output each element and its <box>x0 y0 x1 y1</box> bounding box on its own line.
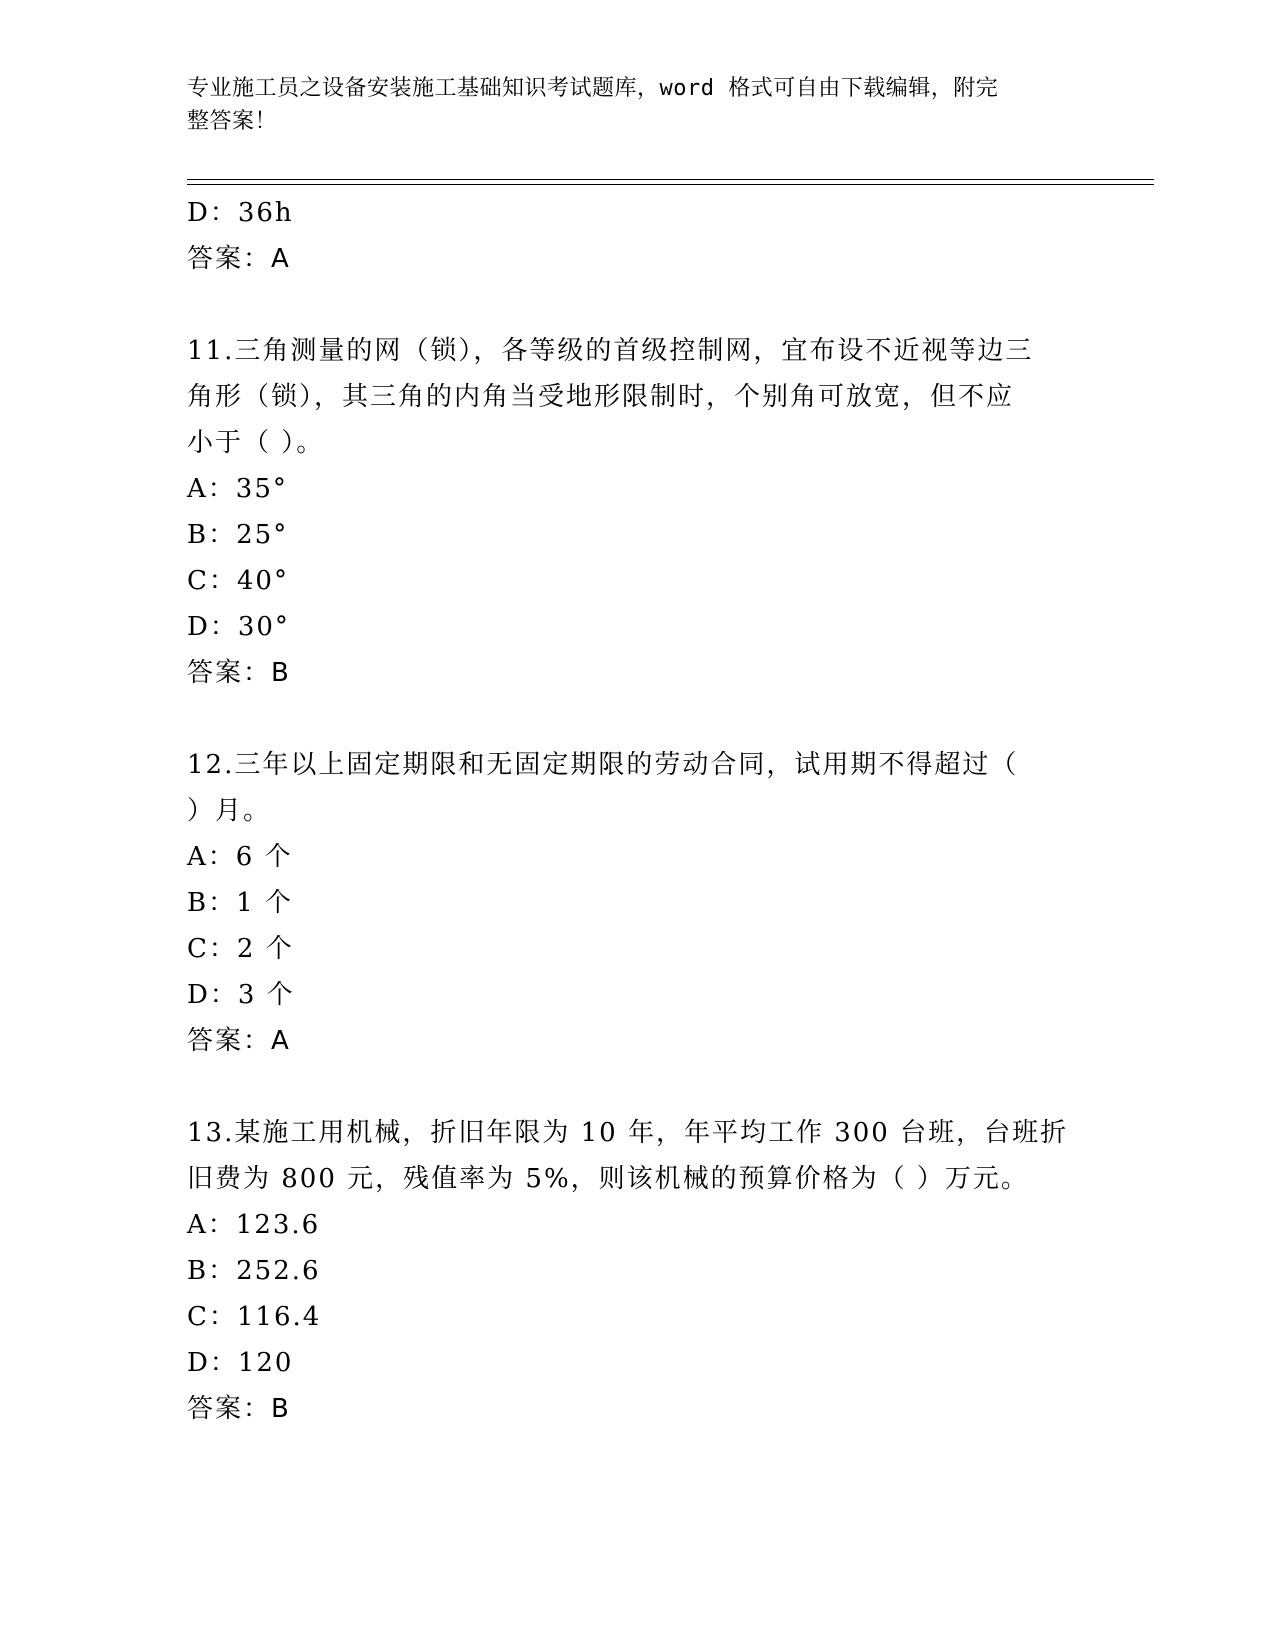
q11-option-d: D：30° <box>187 612 290 642</box>
q13-option-d: D：120 <box>187 1348 294 1378</box>
q11-stem-line-1: 11.三角测量的网（锁），各等级的首级控制网，宜布设不近视等边三 <box>187 336 1034 366</box>
header-line-1: 专业施工员之设备安装施工基础知识考试题库，word 格式可自由下载编辑，附完 <box>187 76 999 101</box>
q13-option-b: B：252.6 <box>187 1256 321 1286</box>
q12-option-b: B：1 个 <box>187 888 293 918</box>
q13-stem-line-2: 旧费为 800 元，残值率为 5%，则该机械的预算价格为（ ）万元。 <box>187 1164 1029 1194</box>
q13-answer: 答案：B <box>187 1394 291 1424</box>
q11-option-a: A：35° <box>187 474 288 504</box>
spacer <box>187 696 1087 742</box>
q11-option-c: C：40° <box>187 566 289 596</box>
question-12 <box>187 742 1087 1064</box>
q12-stem-line-1: 12.三年以上固定期限和无固定期限的劳动合同，试用期不得超过（ <box>187 750 1019 780</box>
question-13 <box>187 1110 1087 1432</box>
question-11 <box>187 328 1087 696</box>
q11-answer: 答案：B <box>187 658 291 688</box>
q12-option-d: D：3 个 <box>187 980 295 1010</box>
q11-option-b: B：25° <box>187 520 289 550</box>
q12-answer: 答案：A <box>187 1026 291 1056</box>
q12-stem-line-2: ）月。 <box>187 796 272 826</box>
q13-option-c: C：116.4 <box>187 1302 322 1332</box>
document-header <box>187 72 1067 138</box>
q13-option-a: A：123.6 <box>187 1210 321 1240</box>
q12-option-c: C：2 个 <box>187 934 294 964</box>
spacer <box>187 282 1087 328</box>
q11-stem-line-3: 小于（ ）。 <box>187 428 325 458</box>
q13-stem-line-1: 13.某施工用机械，折旧年限为 10 年，年平均工作 300 台班，台班折 <box>187 1118 1069 1148</box>
header-divider-bottom <box>187 184 1154 185</box>
header-divider-top <box>187 179 1154 180</box>
q10-answer: 答案：A <box>187 244 291 274</box>
question-content <box>187 190 1087 1432</box>
spacer <box>187 1064 1087 1110</box>
q10-option-d: D：36h <box>187 198 294 228</box>
q11-stem-line-2: 角形（锁），其三角的内角当受地形限制时，个别角可放宽，但不应 <box>187 382 1015 412</box>
header-line-2: 整答案！ <box>187 109 278 134</box>
q12-option-a: A：6 个 <box>187 842 293 872</box>
